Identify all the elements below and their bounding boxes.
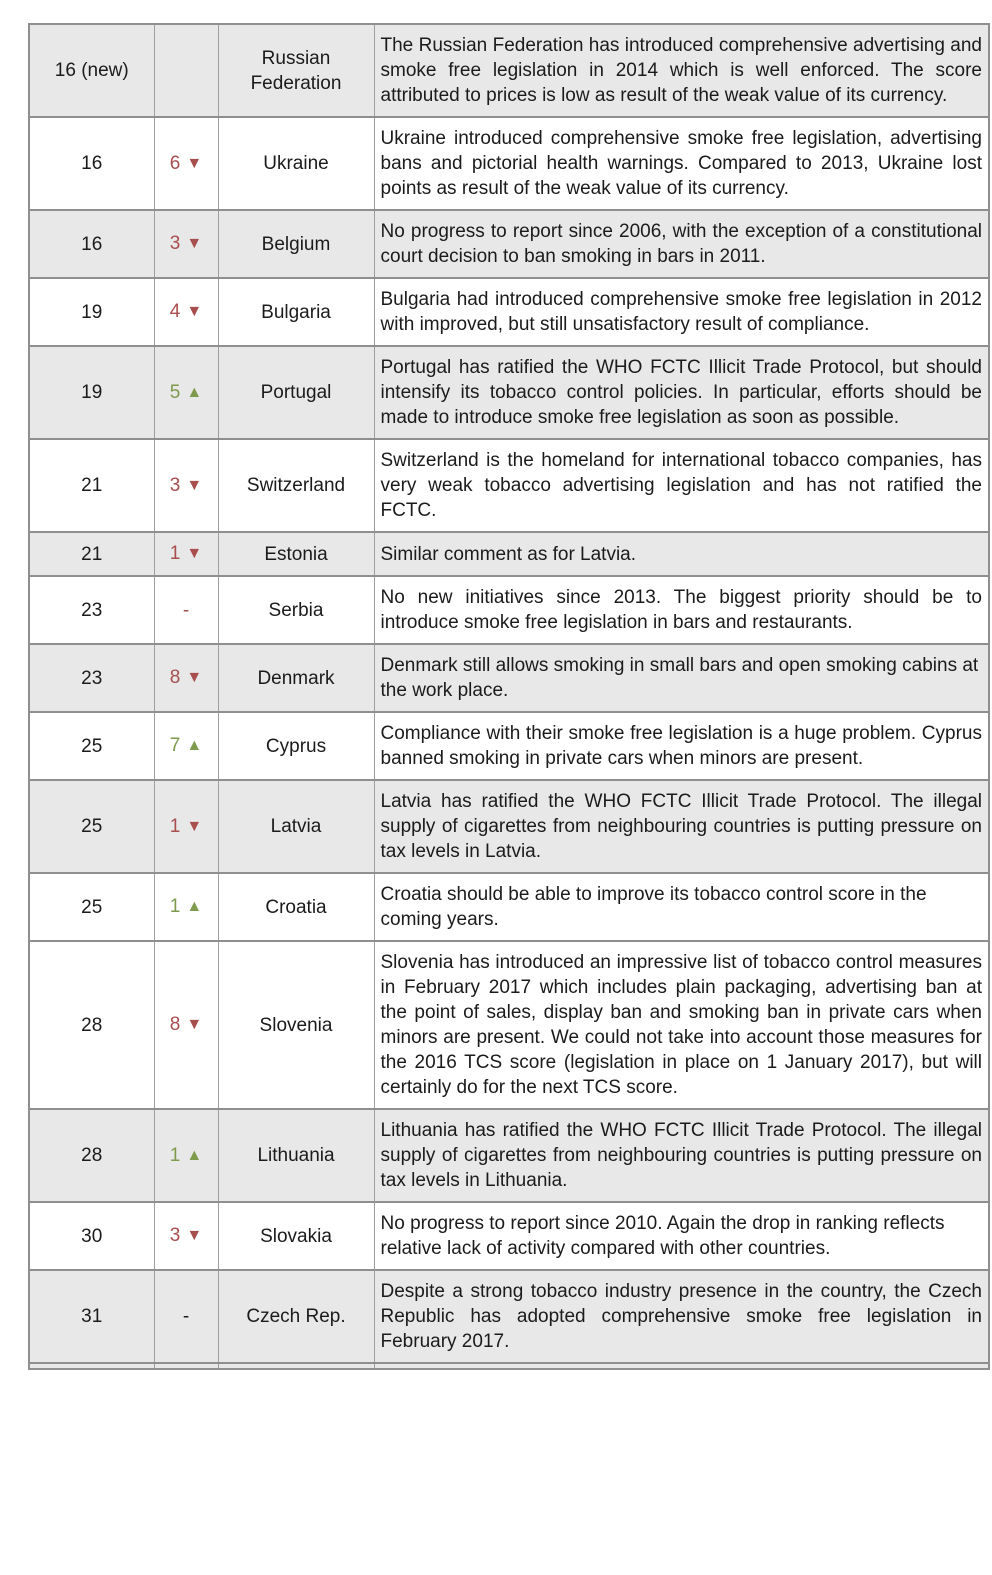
table-row [29, 117, 989, 210]
table-row [29, 278, 989, 346]
comment-cell: Switzerland is the homeland for international tobacco companies, has very weak tobacco advertising legislation and has not ratified the FCTC. [374, 439, 989, 532]
rank-cell: 21 [29, 439, 154, 532]
comment-cell: Ukraine introduced comprehensive smoke free legislation, advertising bans and pictorial health warnings. Compared to 2013, Ukraine lost points as result of the weak value of its currency. [374, 117, 989, 210]
country-cell: Latvia [218, 780, 374, 873]
comment-cell: Compliance with their smoke free legislation is a huge problem. Cyprus banned smoking in private cars when minors are present. [374, 712, 989, 780]
change-cell [154, 780, 218, 873]
rank-cell: 28 [29, 941, 154, 1109]
table-row [29, 576, 989, 644]
country-cell: Russian Federation [218, 24, 374, 117]
change-cell [154, 873, 218, 941]
country-ranking-table [28, 23, 990, 1370]
table-row [29, 780, 989, 873]
rank-cell: 19 [29, 346, 154, 439]
change-cell [154, 24, 218, 117]
country-cell: Estonia [218, 532, 374, 576]
country-cell: Switzerland [218, 439, 374, 532]
change-value: 3 [169, 474, 181, 496]
down-arrow-icon: ▼ [186, 817, 203, 835]
down-arrow-icon: ▼ [186, 1016, 203, 1033]
change-value: 1 [169, 815, 181, 837]
country-cell: Serbia [218, 576, 374, 644]
up-arrow-icon: ▲ [186, 383, 203, 401]
change-cell [154, 117, 218, 210]
change-value: 3 [169, 233, 181, 254]
change-cell [154, 532, 218, 576]
change-cell [154, 278, 218, 346]
change-value: 6 [169, 152, 181, 174]
ranking-table [28, 23, 990, 1370]
rank-cell: 31 [29, 1270, 154, 1363]
change-value: 1 [169, 1144, 181, 1166]
cutoff-row [29, 1363, 989, 1369]
comment-cell: Slovenia has introduced an impressive list of tobacco control measures in February 2017 which includes plain packaging, advertising ban at the point of sales, display ban and smoking ban in private cars when minors are present. We could not take into account those measures for the 2016 TCS score (legislation in place on 1 January 2017), but will certainly do for the next TCS score. [374, 941, 989, 1109]
rank-cell: 23 [29, 576, 154, 644]
change-value: 4 [169, 301, 181, 322]
change-cell [154, 1109, 218, 1202]
change-cell [154, 576, 218, 644]
up-arrow-icon: ▲ [186, 737, 203, 754]
change-value: 1 [169, 543, 181, 564]
country-cell: Lithuania [218, 1109, 374, 1202]
country-cell: Denmark [218, 644, 374, 712]
down-arrow-icon: ▼ [186, 154, 203, 172]
comment-cell: Denmark still allows smoking in small bars and open smoking cabins at the work place. [374, 644, 989, 712]
table-row [29, 712, 989, 780]
table-row [29, 210, 989, 278]
country-cell: Portugal [218, 346, 374, 439]
country-cell: Bulgaria [218, 278, 374, 346]
change-cell [154, 644, 218, 712]
rank-cell: 16 (new) [29, 24, 154, 117]
country-cell: Croatia [218, 873, 374, 941]
down-arrow-icon: ▼ [186, 235, 203, 252]
change-value: 8 [169, 667, 181, 688]
change-cell [154, 1202, 218, 1270]
table-row [29, 24, 989, 117]
change-value: 7 [169, 735, 181, 756]
up-arrow-icon: ▲ [186, 898, 203, 915]
rank-cell: 16 [29, 210, 154, 278]
country-cell: Slovakia [218, 1202, 374, 1270]
down-arrow-icon: ▼ [186, 669, 203, 686]
rank-cell: 19 [29, 278, 154, 346]
change-cell [154, 210, 218, 278]
change-value: 5 [169, 381, 181, 403]
change-value: 3 [169, 1225, 181, 1246]
table-row [29, 873, 989, 941]
table-row [29, 439, 989, 532]
country-cell: Belgium [218, 210, 374, 278]
comment-cell: The Russian Federation has introduced comprehensive advertising and smoke free legislation in 2014 which is well enforced. The score attributed to prices is low as result of the weak value of its currency. [374, 24, 989, 117]
rank-cell: 23 [29, 644, 154, 712]
change-cell [154, 439, 218, 532]
comment-cell: Lithuania has ratified the WHO FCTC Illicit Trade Protocol. The illegal supply of cigarettes from neighbouring countries is putting pressure on tax levels in Lithuania. [374, 1109, 989, 1202]
change-cell [154, 941, 218, 1109]
rank-cell: 30 [29, 1202, 154, 1270]
table-row [29, 1109, 989, 1202]
table-row [29, 1270, 989, 1363]
comment-cell: Portugal has ratified the WHO FCTC Illicit Trade Protocol, but should intensify its tobacco control policies. In particular, efforts should be made to introduce smoke free legislation as soon as possible. [374, 346, 989, 439]
country-cell: Czech Rep. [218, 1270, 374, 1363]
comment-cell: No new initiatives since 2013. The biggest priority should be to introduce smoke free legislation in bars and restaurants. [374, 576, 989, 644]
rank-cell: 21 [29, 532, 154, 576]
comment-cell: Latvia has ratified the WHO FCTC Illicit Trade Protocol. The illegal supply of cigarettes from neighbouring countries is putting pressure on tax levels in Latvia. [374, 780, 989, 873]
change-value: - [182, 1306, 190, 1327]
change-cell [154, 1270, 218, 1363]
country-cell: Ukraine [218, 117, 374, 210]
comment-cell: No progress to report since 2010. Again the drop in ranking reflects relative lack of activity compared with other countries. [374, 1202, 989, 1270]
down-arrow-icon: ▼ [186, 303, 203, 320]
rank-cell: 25 [29, 712, 154, 780]
ranking-table-body [29, 24, 989, 1369]
change-value: 1 [169, 896, 181, 917]
change-cell [154, 712, 218, 780]
rank-cell: 25 [29, 780, 154, 873]
down-arrow-icon: ▼ [186, 545, 203, 562]
country-cell: Cyprus [218, 712, 374, 780]
comment-cell: No progress to report since 2006, with the exception of a constitutional court decision to ban smoking in bars in 2011. [374, 210, 989, 278]
rank-cell: 25 [29, 873, 154, 941]
country-cell: Slovenia [218, 941, 374, 1109]
table-row [29, 1202, 989, 1270]
comment-cell: Despite a strong tobacco industry presence in the country, the Czech Republic has adopted comprehensive smoke free legislation in February 2017. [374, 1270, 989, 1363]
rank-cell: 16 [29, 117, 154, 210]
change-value: 8 [169, 1014, 181, 1035]
table-row [29, 644, 989, 712]
comment-cell: Croatia should be able to improve its tobacco control score in the coming years. [374, 873, 989, 941]
down-arrow-icon: ▼ [186, 1227, 203, 1244]
table-row [29, 941, 989, 1109]
table-row [29, 346, 989, 439]
comment-cell: Bulgaria had introduced comprehensive smoke free legislation in 2012 with improved, but still unsatisfactory result of compliance. [374, 278, 989, 346]
up-arrow-icon: ▲ [186, 1146, 203, 1164]
change-value: - [182, 599, 190, 621]
change-cell [154, 346, 218, 439]
comment-cell: Similar comment as for Latvia. [374, 532, 989, 576]
down-arrow-icon: ▼ [186, 476, 203, 494]
rank-cell: 28 [29, 1109, 154, 1202]
table-row [29, 532, 989, 576]
